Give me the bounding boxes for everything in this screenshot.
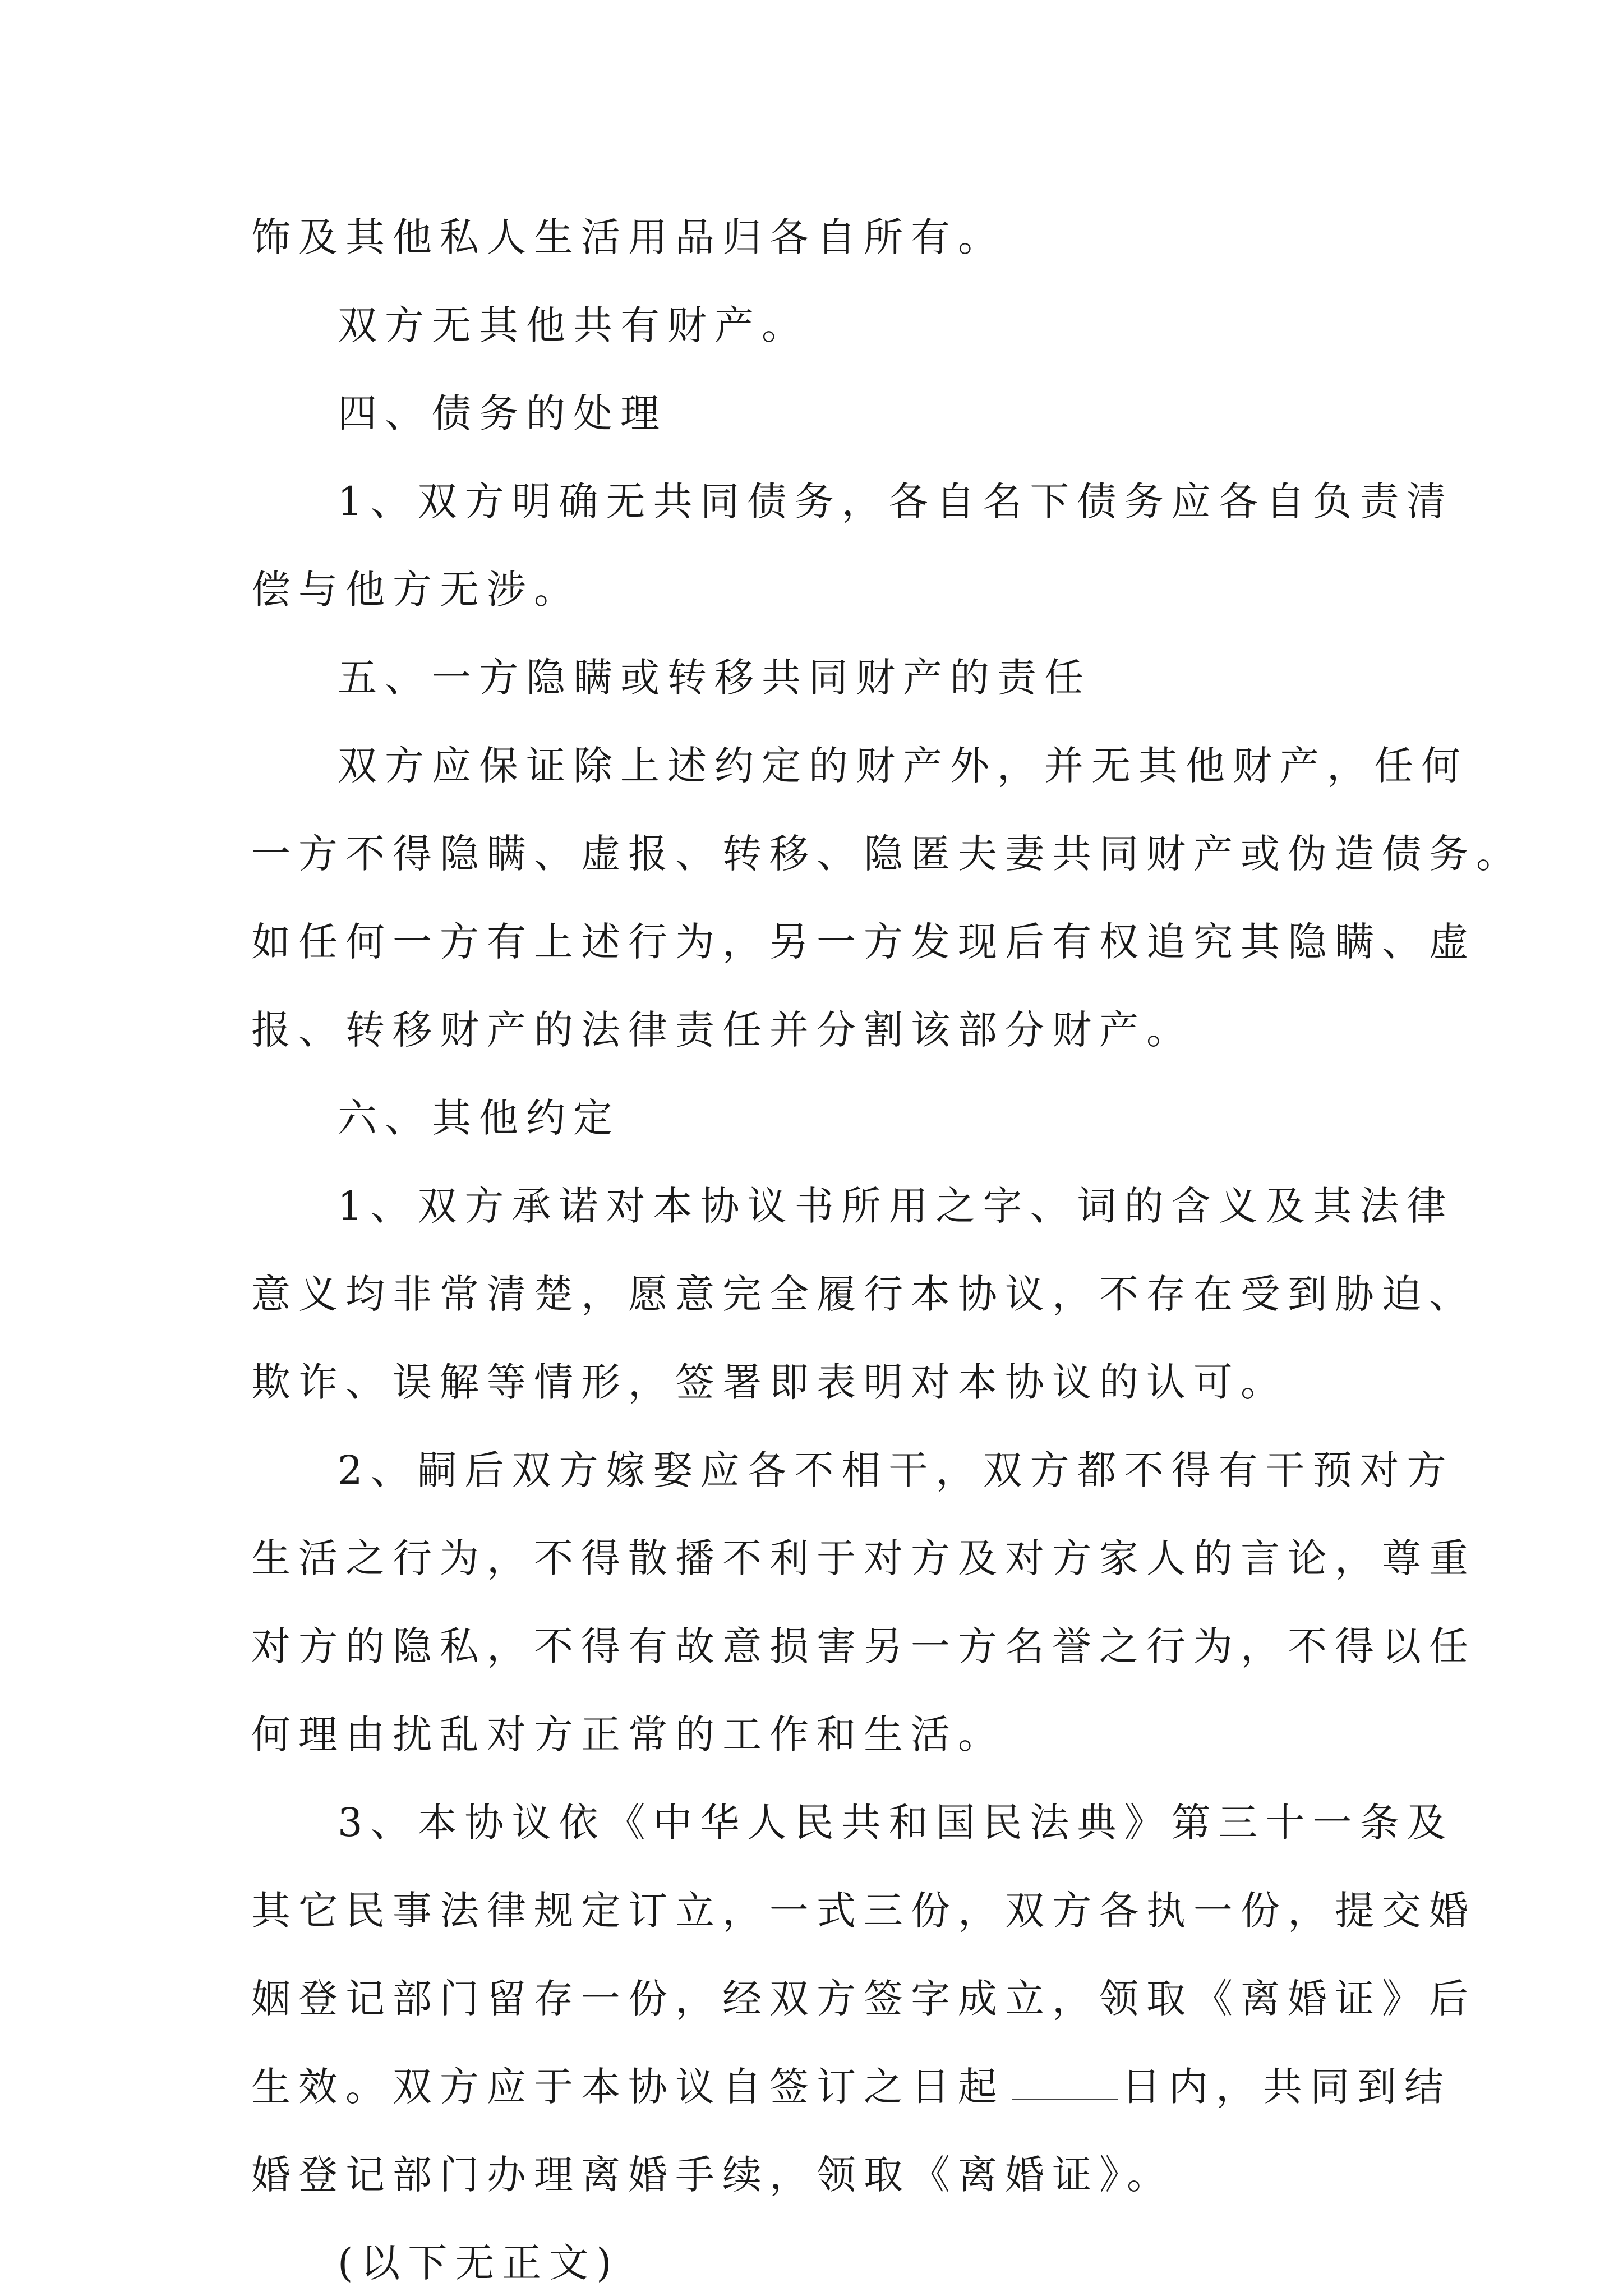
line-text-after-blank: 日内，共同到结 — [1122, 2064, 1451, 2110]
paragraph-line: 饰及其他私人生活用品归各自所有。 — [251, 214, 1005, 260]
paragraph-line: 对方的隐私，不得有故意损害另一方名誉之行为，不得以任 — [251, 1623, 1476, 1669]
paragraph-line: 双方应保证除上述约定的财产外，并无其他财产，任何 — [338, 743, 1468, 789]
end-of-text-note: (以下无正文) — [338, 2240, 620, 2286]
paragraph-line: 2、嗣后双方嫁娶应各不相干，双方都不得有干预对方 — [338, 1447, 1454, 1493]
line-text-before-blank: 生效。双方应于本协议自签订之日起 — [251, 2064, 1005, 2110]
paragraph-line: 如任何一方有上述行为，另一方发现后有权追究其隐瞒、虚 — [251, 919, 1476, 965]
paragraph-line: 其它民事法律规定订立，一式三份，双方各执一份，提交婚 — [251, 1888, 1476, 1934]
paragraph-line: 婚登记部门办理离婚手续，领取《离婚证》。 — [251, 2152, 1174, 2198]
paragraph-line: 一方不得隐瞒、虚报、转移、隐匿夫妻共同财产或伪造债务。 — [251, 831, 1523, 877]
paragraph-line — [251, 2056, 1451, 2118]
paragraph-line: 姻登记部门留存一份，经双方签字成立，领取《离婚证》后 — [251, 1976, 1476, 2022]
fill-in-blank[interactable] — [1012, 2065, 1118, 2100]
paragraph-line: 1、双方明确无共同债务，各自名下债务应各自负责清 — [338, 478, 1454, 524]
paragraph-line: 偿与他方无涉。 — [251, 567, 581, 613]
paragraph-line: 欺诈、误解等情形，签署即表明对本协议的认可。 — [251, 1359, 1288, 1405]
paragraph-line: 1、双方承诺对本协议书所用之字、词的含义及其法律 — [338, 1183, 1454, 1229]
section-heading: 四、债务的处理 — [338, 390, 667, 436]
paragraph-line: 双方无其他共有财产。 — [338, 302, 809, 348]
section-heading: 六、其他约定 — [338, 1095, 620, 1141]
paragraph-line: 报、转移财产的法律责任并分割该部分财产。 — [251, 1007, 1193, 1053]
paragraph-line: 意义均非常清楚，愿意完全履行本协议，不存在受到胁迫、 — [251, 1271, 1476, 1317]
section-heading: 五、一方隐瞒或转移共同财产的责任 — [338, 655, 1091, 701]
paragraph-line: 何理由扰乱对方正常的工作和生活。 — [251, 1711, 1005, 1757]
paragraph-line: 3、本协议依《中华人民共和国民法典》第三十一条及 — [338, 1800, 1454, 1846]
paragraph-line: 生活之行为，不得散播不利于对方及对方家人的言论，尊重 — [251, 1535, 1476, 1581]
